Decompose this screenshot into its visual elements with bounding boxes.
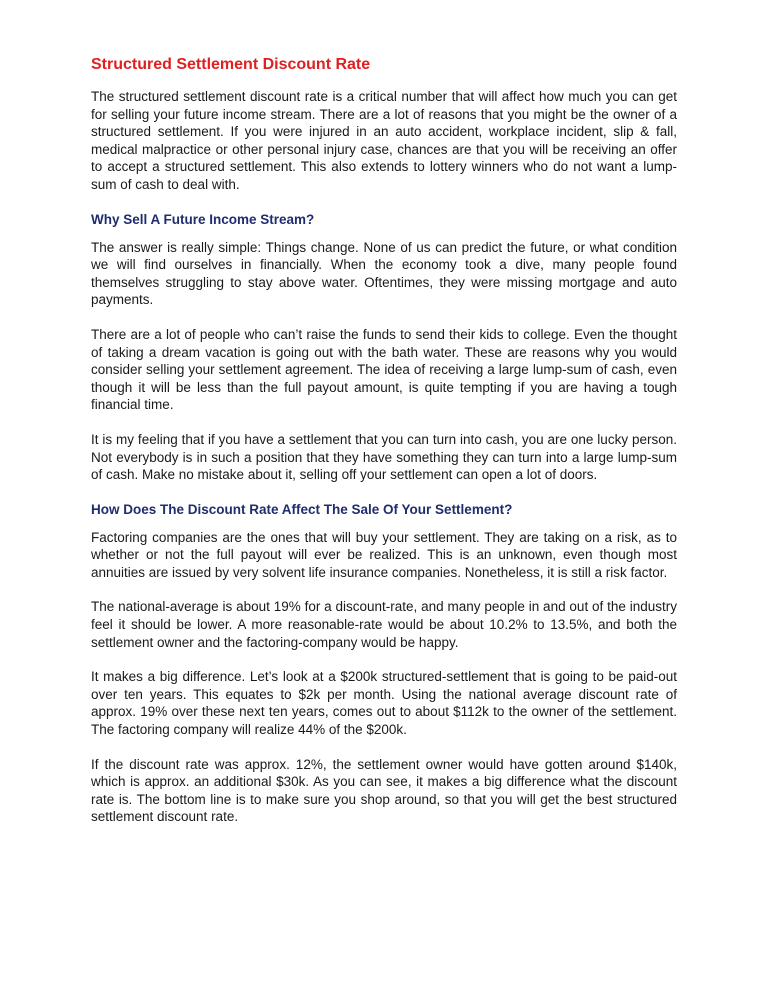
intro-paragraph: The structured settlement discount rate is a critical number that will affect how much you can get for selling your future income stream. There are a lot of reasons that you might be the owner of a structured settlement. If you were injured in an auto accident, workplace incident, slip & fall, medical malpractice or other personal injury case, chances are that you will be receiving an offer to accept a structured settlement. This also extends to lottery winners who do not want a lump-sum of cash to deal with. xyxy=(91,89,677,192)
paragraph: Factoring companies are the ones that will buy your settlement. They are taking on a risk, as to whether or not the full payout will ever be realized. This is an unknown, even though most annuities are issued by very solvent life insurance companies. Nonetheless, it is still a risk factor. xyxy=(91,529,677,580)
document-title: Structured Settlement Discount Rate xyxy=(91,56,371,73)
paragraph: If the discount rate was approx. 12%, the settlement owner would have gotten around $140k, which is approx. an additional $30k. As you can see, it makes a big difference what the discount rate is. The bottom line is to make sure you shop around, so that you will get the best structured settlement discount rate. xyxy=(91,756,677,825)
paragraph: The national-average is about 19% for a discount-rate, and many people in and out of the industry feel it should be lower. A more reasonable-rate would be about 10.2% to 13.5%, and both the settlement owner and the factoring-company would be happy. xyxy=(91,599,677,650)
paragraph: The answer is really simple: Things change. None of us can predict the future, or what condition we will find ourselves in financially. When the economy took a dive, many people found themselves struggling to stay above water. Oftentimes, they were missing mortgage and auto payments. xyxy=(91,239,677,308)
paragraph: It makes a big difference. Let’s look at a $200k structured-settlement that is going to be paid-out over ten years. This equates to $2k per month. Using the national average discount rate of approx. 19% over these next ten years, comes out to about $112k to the owner of the settlement. The factoring company will realize 44% of the $200k. xyxy=(91,669,677,738)
paragraph: There are a lot of people who can’t raise the funds to send their kids to college. Even the thought of taking a dream vacation is going out with the bath water. These are reasons why you would consider selling your settlement agreement. The idea of receiving a large lump-sum of cash, even though it will be less than the full payout amount, is quite tempting if you are having a tough financial time. xyxy=(91,326,677,413)
section-heading-why-sell: Why Sell A Future Income Stream? xyxy=(91,211,315,227)
paragraph: It is my feeling that if you have a settlement that you can turn into cash, you are one lucky person. Not everybody is in such a position that they have something they can turn into a large lump-sum of cash. Make no mistake about it, selling off your settlement can open a lot of doors. xyxy=(91,431,677,483)
section-heading-discount-rate: How Does The Discount Rate Affect The Sale Of Your Settlement? xyxy=(91,501,513,517)
